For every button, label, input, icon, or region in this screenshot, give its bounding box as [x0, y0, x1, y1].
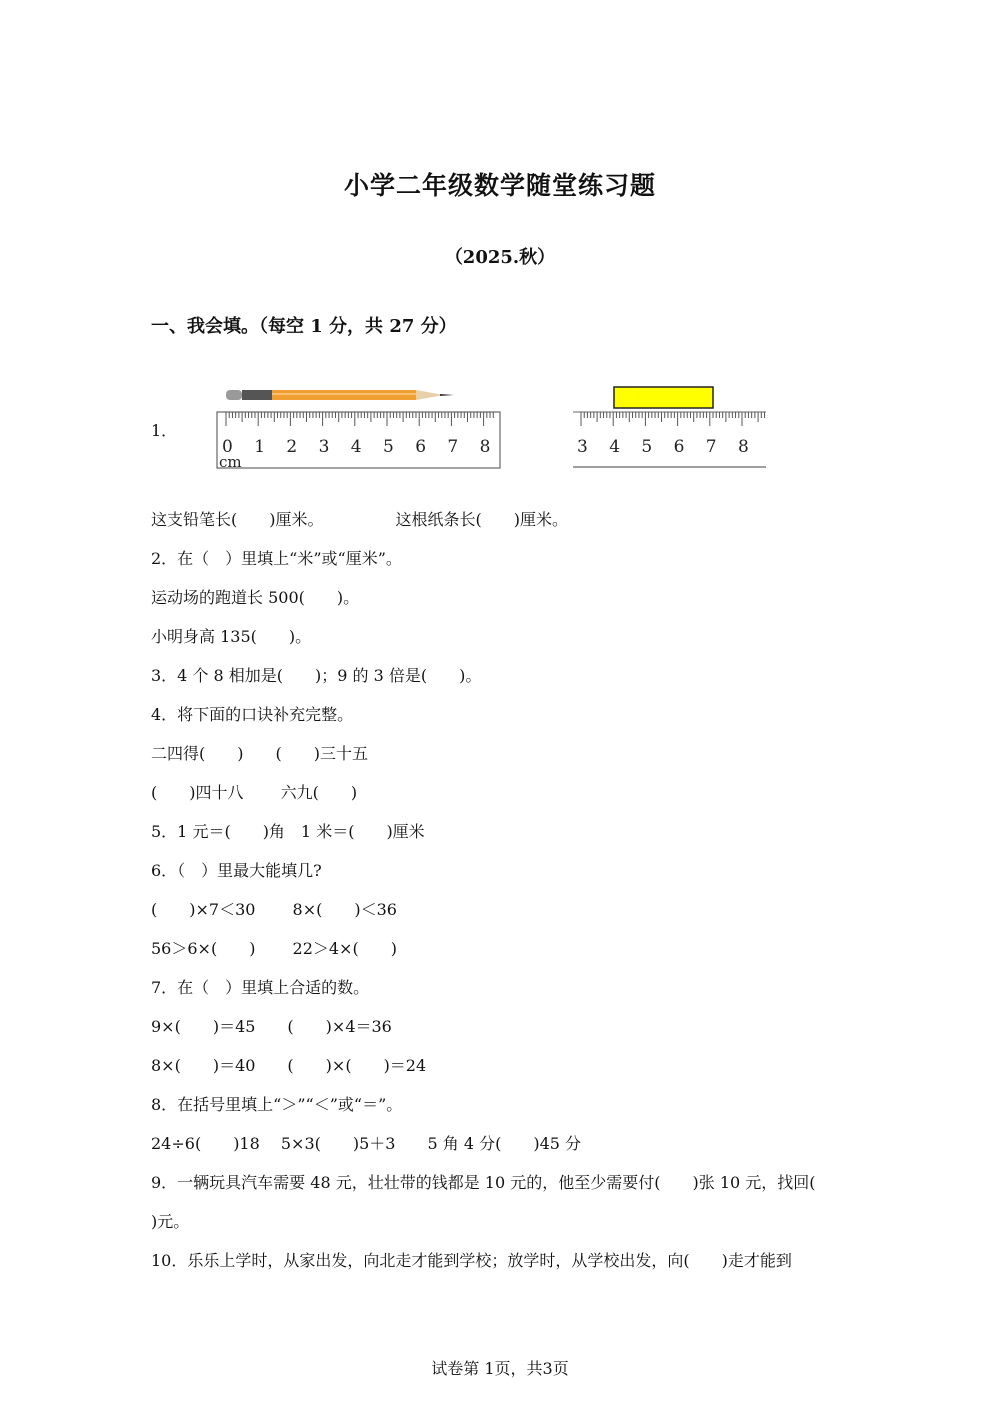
question-line: 8×( )＝40 ( )×( )＝24 [151, 1056, 427, 1075]
page-footer: 试卷第 1页，共3页 [431, 1359, 569, 1378]
ruler-label: 3 [577, 437, 588, 457]
section-heading: 一、我会填。（每空 1 分，共 27 分） [151, 316, 457, 337]
question-line: 24÷6( )18 5×3( )5＋3 5 角 4 分( )45 分 [151, 1134, 582, 1153]
page-title: 小学二年级数学随堂练习题 [343, 171, 656, 200]
ruler-label: 2 [286, 437, 298, 457]
ruler-label: 8 [738, 437, 749, 457]
paper-strip-ruler-figure [570, 384, 770, 472]
ruler-label: 5 [641, 437, 653, 457]
paper-strip [614, 387, 713, 408]
question-line: 56＞6×( ) 22＞4×( ) [151, 939, 397, 958]
ruler [217, 412, 500, 471]
ruler-label: 8 [479, 437, 491, 457]
question-line: 8．在括号里填上“＞”“＜”或“＝”。 [151, 1095, 403, 1114]
question-line: 9．一辆玩具汽车需要 48 元，壮壮带的钱都是 10 元的，他至少需要付( )张 10 元，找回( [151, 1173, 816, 1192]
question-line: 小明身高 135( )。 [151, 627, 312, 646]
question-line: ( )四十八 六九( ) [151, 783, 358, 802]
question-line: 2．在（ ）里填上“米”或“厘米”。 [151, 549, 402, 568]
page-subtitle: （2025.秋） [444, 247, 556, 268]
ruler-label: 7 [447, 437, 459, 457]
question-line: 这支铅笔长( )厘米。 这根纸条长( )厘米。 [151, 510, 568, 529]
question-line: 6．（ ）里最大能填几? [151, 861, 322, 880]
pencil-icon [226, 390, 454, 400]
ruler-label: 5 [383, 437, 394, 457]
question-line: 二四得( ) ( )三十五 [151, 744, 368, 763]
ruler-unit: cm [219, 453, 242, 471]
ruler-label: 3 [318, 437, 330, 457]
question-line: 3．4 个 8 相加是( )；9 的 3 倍是( )。 [151, 666, 482, 685]
question-line: 运动场的跑道长 500( )。 [151, 588, 360, 607]
question-line: 9×( )＝45 ( )×4＝36 [151, 1017, 392, 1036]
ruler-label: 6 [673, 437, 685, 457]
ruler-label: 0 [222, 437, 233, 457]
question-number: 1． [151, 421, 178, 440]
question-line: 4．将下面的口诀补充完整。 [151, 705, 354, 724]
question-line: )元。 [151, 1212, 190, 1231]
ruler [573, 412, 766, 467]
question-line: 7．在（ ）里填上合适的数。 [151, 978, 370, 997]
ruler-label: 7 [705, 437, 717, 457]
ruler-label: 6 [415, 437, 427, 457]
question-line: 5．1 元＝( )角 1 米＝( )厘米 [151, 822, 425, 841]
question-line: ( )×7＜30 8×( )＜36 [151, 900, 397, 919]
ruler-label: 1 [254, 437, 266, 457]
ruler-label: 4 [609, 437, 621, 457]
pencil-ruler-figure [214, 384, 504, 472]
ruler-label: 4 [350, 437, 362, 457]
question-line: 10．乐乐上学时，从家出发，向北走才能到学校；放学时，从学校出发，向( )走才能到 [151, 1251, 792, 1270]
